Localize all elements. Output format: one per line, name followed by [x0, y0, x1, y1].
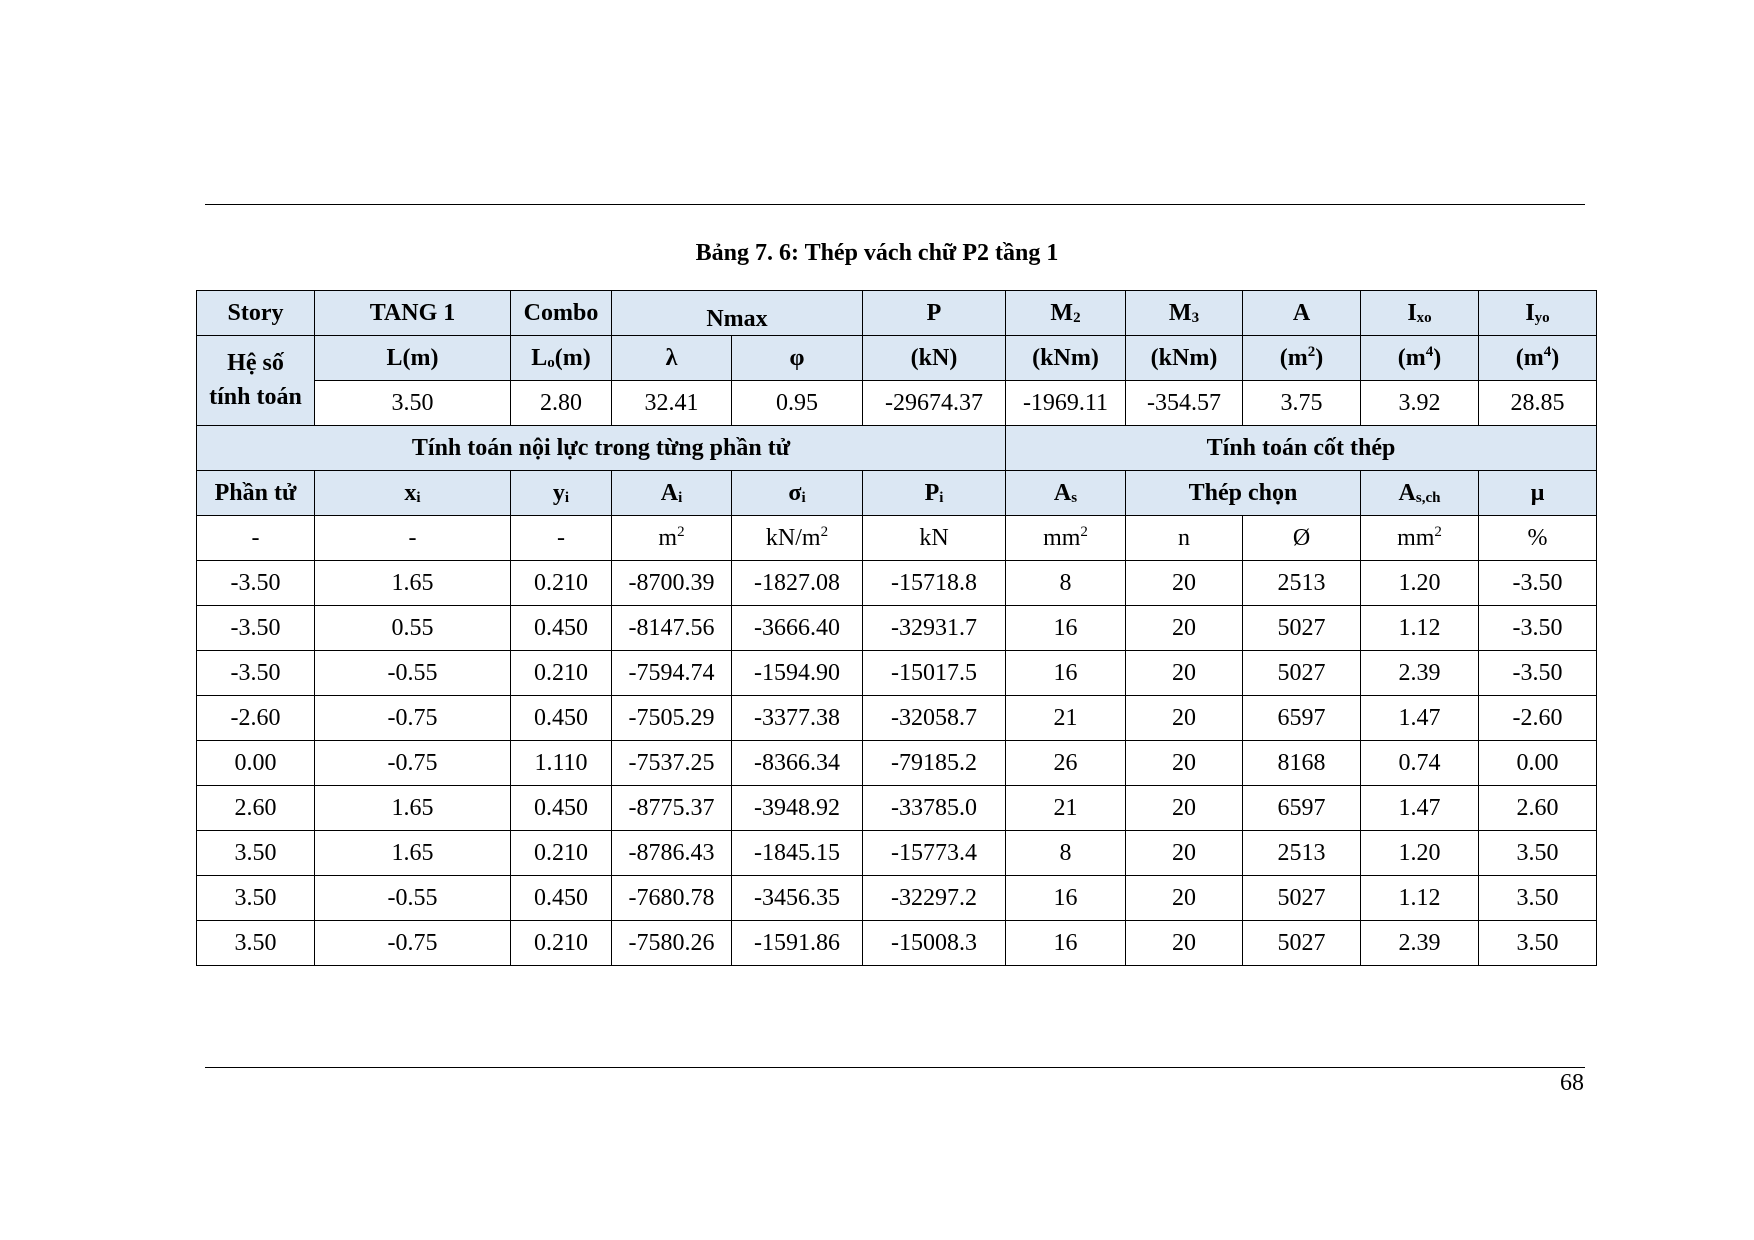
footer-rule [205, 1067, 1585, 1068]
phan-tu-unit: - [197, 516, 315, 561]
table-cell: 1.12 [1361, 876, 1479, 921]
ixo-sub: xo [1416, 309, 1432, 326]
phan-tu-header: Phần tử [197, 471, 315, 516]
table-cell: 20 [1126, 696, 1243, 741]
table-cell: -1594.90 [732, 651, 863, 696]
table-cell: 3.50 [197, 831, 315, 876]
as-unit [1006, 516, 1126, 561]
ai-sub: i [678, 489, 683, 506]
reinforcement-table [196, 290, 1597, 966]
table-cell: -0.75 [315, 921, 511, 966]
param-lambda: 32.41 [612, 381, 732, 426]
lambda-header: λ [612, 336, 732, 381]
table-cell: -0.75 [315, 741, 511, 786]
table-cell: -8366.34 [732, 741, 863, 786]
lo-sub: o [547, 354, 555, 371]
table-cell: -79185.2 [863, 741, 1006, 786]
as-unit-base: mm [1043, 525, 1081, 552]
column-header-row [197, 471, 1597, 516]
table-cell: -15017.5 [863, 651, 1006, 696]
table-cell: 26 [1006, 741, 1126, 786]
table-cell: 20 [1126, 831, 1243, 876]
iyo-sub: yo [1534, 309, 1550, 326]
table-cell: 3.50 [1479, 876, 1597, 921]
param-m3: -354.57 [1126, 381, 1243, 426]
table-cell: 0.210 [511, 831, 612, 876]
table-cell: 5027 [1243, 606, 1361, 651]
table-cell: 2.60 [197, 786, 315, 831]
table-cell: 3.50 [197, 921, 315, 966]
table-cell: -1827.08 [732, 561, 863, 606]
table-cell: 20 [1126, 786, 1243, 831]
table-cell: 20 [1126, 561, 1243, 606]
m3-base: M [1168, 299, 1192, 326]
table-row [197, 741, 1597, 786]
table-cell: 0.210 [511, 561, 612, 606]
table-cell: 16 [1006, 651, 1126, 696]
m3-sub: 3 [1191, 309, 1200, 326]
pi-unit: kN [863, 516, 1006, 561]
dia-unit: Ø [1243, 516, 1361, 561]
table-cell: 0.00 [1479, 741, 1597, 786]
asch-base: A [1398, 479, 1416, 506]
reinforcement-section-header: Tính toán cốt thép [1006, 426, 1597, 471]
a-unit-sup: 2 [1307, 344, 1316, 361]
n-unit: n [1126, 516, 1243, 561]
table-cell: 1.20 [1361, 831, 1479, 876]
table-row [197, 921, 1597, 966]
table-cell: -0.55 [315, 651, 511, 696]
yi-header [511, 471, 612, 516]
params-row [197, 381, 1597, 426]
ixo-header [1361, 291, 1479, 336]
m2-header [1006, 291, 1126, 336]
table-cell: -3.50 [197, 651, 315, 696]
table-cell: 20 [1126, 651, 1243, 696]
iyo-header [1479, 291, 1597, 336]
table-cell: 1.65 [315, 831, 511, 876]
table-row [197, 876, 1597, 921]
table-cell: 2.60 [1479, 786, 1597, 831]
table-cell: 2513 [1243, 831, 1361, 876]
as-sub: s [1071, 489, 1078, 506]
pi-base: P [924, 479, 940, 506]
mu-header: μ [1479, 471, 1597, 516]
table-cell: -7580.26 [612, 921, 732, 966]
table-row [197, 831, 1597, 876]
header-row-2 [197, 336, 1597, 381]
ixo-unit [1361, 336, 1479, 381]
table-cell: -7594.74 [612, 651, 732, 696]
internal-forces-section-header: Tính toán nội lực trong từng phần tử [197, 426, 1006, 471]
l-header: L(m) [315, 336, 511, 381]
ixo-unit-tail: ) [1433, 345, 1442, 372]
iyo-unit [1479, 336, 1597, 381]
header-row-1 [197, 291, 1597, 336]
xi-sub: i [416, 489, 421, 506]
page-number: 68 [1560, 1070, 1584, 1096]
table-cell: -32931.7 [863, 606, 1006, 651]
sigma-sub: i [801, 489, 806, 506]
table-cell: 1.47 [1361, 696, 1479, 741]
as-unit-sup: 2 [1080, 524, 1088, 541]
table-cell: -8786.43 [612, 831, 732, 876]
table-cell: 16 [1006, 921, 1126, 966]
lo-base: L [531, 344, 548, 371]
table-cell: 2.39 [1361, 651, 1479, 696]
param-p: -29674.37 [863, 381, 1006, 426]
a-header: A [1243, 291, 1361, 336]
table-row [197, 696, 1597, 741]
asch-unit-sup: 2 [1434, 524, 1442, 541]
table-row [197, 786, 1597, 831]
units-row [197, 516, 1597, 561]
iyo-unit-sup: 4 [1543, 344, 1552, 361]
phi-header: φ [732, 336, 863, 381]
table-cell: -2.60 [1479, 696, 1597, 741]
table-cell: 6597 [1243, 696, 1361, 741]
table-cell: -7537.25 [612, 741, 732, 786]
param-a: 3.75 [1243, 381, 1361, 426]
table-cell: 20 [1126, 606, 1243, 651]
table-cell: -32297.2 [863, 876, 1006, 921]
story-header: Story [197, 291, 315, 336]
table-cell: -1591.86 [732, 921, 863, 966]
table-cell: -8775.37 [612, 786, 732, 831]
table-cell: 20 [1126, 921, 1243, 966]
table-cell: -8700.39 [612, 561, 732, 606]
table-cell: 5027 [1243, 651, 1361, 696]
pi-header [863, 471, 1006, 516]
nmax-header [612, 291, 863, 336]
table-cell: 1.12 [1361, 606, 1479, 651]
a-unit-base: (m [1279, 345, 1308, 372]
xi-header [315, 471, 511, 516]
combo-header: Combo [511, 291, 612, 336]
table-cell: -3.50 [1479, 561, 1597, 606]
table-cell: 1.65 [315, 561, 511, 606]
table-cell: 20 [1126, 741, 1243, 786]
mu-unit: % [1479, 516, 1597, 561]
iyo-unit-base: (m [1515, 345, 1544, 372]
table-cell: 8 [1006, 561, 1126, 606]
table-cell: -7680.78 [612, 876, 732, 921]
ai-unit-base: m [658, 525, 678, 552]
table-cell: 2.39 [1361, 921, 1479, 966]
sigma-header [732, 471, 863, 516]
table-cell: 0.00 [197, 741, 315, 786]
ixo-base: I [1407, 299, 1417, 326]
p-unit: (kN) [863, 336, 1006, 381]
ai-unit-sup: 2 [677, 524, 685, 541]
m2-sub: 2 [1073, 309, 1081, 326]
table-cell: 0.450 [511, 606, 612, 651]
table-cell: -3.50 [1479, 651, 1597, 696]
section-row [197, 426, 1597, 471]
m3-unit: (kNm) [1126, 336, 1243, 381]
table-row [197, 561, 1597, 606]
table-cell: 16 [1006, 876, 1126, 921]
as-base: A [1053, 479, 1072, 506]
table-cell: 3.50 [197, 876, 315, 921]
table-cell: -3.50 [197, 561, 315, 606]
sigma-unit [732, 516, 863, 561]
thep-chon-header: Thép chọn [1126, 471, 1361, 516]
sigma-unit-sup: 2 [820, 524, 829, 541]
a-unit [1243, 336, 1361, 381]
lo-tail: (m) [554, 344, 591, 371]
ai-base: A [660, 479, 679, 506]
table-cell: 6597 [1243, 786, 1361, 831]
table-cell: 16 [1006, 606, 1126, 651]
table-cell: -32058.7 [863, 696, 1006, 741]
tang-header: TANG 1 [315, 291, 511, 336]
m3-header [1126, 291, 1243, 336]
xi-unit: - [315, 516, 511, 561]
table-caption: Bảng 7. 6: Thép vách chữ P2 tầng 1 [695, 240, 1059, 266]
table-cell: -3666.40 [732, 606, 863, 651]
table-cell: 3.50 [1479, 921, 1597, 966]
table-cell: 3.50 [1479, 831, 1597, 876]
header-rule [205, 204, 1585, 205]
table-cell: -15773.4 [863, 831, 1006, 876]
table-cell: 1.47 [1361, 786, 1479, 831]
ixo-unit-sup: 4 [1425, 344, 1434, 361]
table-cell: -15718.8 [863, 561, 1006, 606]
param-l: 3.50 [315, 381, 511, 426]
ai-header [612, 471, 732, 516]
a-unit-tail: ) [1315, 345, 1324, 372]
table-cell: -3.50 [197, 606, 315, 651]
table-row [197, 651, 1597, 696]
ai-unit [612, 516, 732, 561]
table-cell: 0.210 [511, 921, 612, 966]
iyo-unit-tail: ) [1551, 345, 1560, 372]
table-cell: -3.50 [1479, 606, 1597, 651]
table-cell: 1.65 [315, 786, 511, 831]
param-iyo: 28.85 [1479, 381, 1597, 426]
table-cell: -7505.29 [612, 696, 732, 741]
asch-sub: s,ch [1415, 489, 1441, 506]
table-cell: -8147.56 [612, 606, 732, 651]
table-cell: -1845.15 [732, 831, 863, 876]
nmax-label: Nmax [706, 305, 768, 332]
param-m2: -1969.11 [1006, 381, 1126, 426]
table-cell: -3377.38 [732, 696, 863, 741]
table-cell: -0.55 [315, 876, 511, 921]
param-ixo: 3.92 [1361, 381, 1479, 426]
table-cell: 0.450 [511, 786, 612, 831]
table-cell: 1.20 [1361, 561, 1479, 606]
table-cell: -15008.3 [863, 921, 1006, 966]
ixo-unit-base: (m [1397, 345, 1426, 372]
yi-sub: i [564, 489, 570, 506]
he-so-tinh-toan-header: Hệ số tính toán [197, 336, 315, 426]
table-cell: -3948.92 [732, 786, 863, 831]
param-lo: 2.80 [511, 381, 612, 426]
asch-header [1361, 471, 1479, 516]
table-cell: 1.110 [511, 741, 612, 786]
table-cell: -33785.0 [863, 786, 1006, 831]
table-cell: 20 [1126, 876, 1243, 921]
yi-unit: - [511, 516, 612, 561]
iyo-base: I [1525, 299, 1535, 326]
p-header: P [863, 291, 1006, 336]
param-phi: 0.95 [732, 381, 863, 426]
table-cell: 0.55 [315, 606, 511, 651]
sigma-unit-base: kN/m [765, 525, 821, 552]
m2-unit: (kNm) [1006, 336, 1126, 381]
yi-base: y [552, 479, 565, 506]
asch-unit [1361, 516, 1479, 561]
asch-unit-base: mm [1397, 525, 1435, 552]
table-cell: 0.74 [1361, 741, 1479, 786]
table-cell: 8 [1006, 831, 1126, 876]
table-cell: 5027 [1243, 876, 1361, 921]
table-cell: -0.75 [315, 696, 511, 741]
m2-base: M [1050, 299, 1074, 326]
table-cell: 0.450 [511, 876, 612, 921]
table-cell: 21 [1006, 696, 1126, 741]
table-cell: 2513 [1243, 561, 1361, 606]
as-header [1006, 471, 1126, 516]
table-cell: 21 [1006, 786, 1126, 831]
pi-sub: i [939, 489, 944, 506]
table-cell: 8168 [1243, 741, 1361, 786]
table-cell: 5027 [1243, 921, 1361, 966]
xi-base: x [404, 479, 417, 506]
table-cell: 0.450 [511, 696, 612, 741]
table-cell: -3456.35 [732, 876, 863, 921]
table-cell: 0.210 [511, 651, 612, 696]
table-cell: -2.60 [197, 696, 315, 741]
lo-header [511, 336, 612, 381]
table-row [197, 606, 1597, 651]
sigma-base: σ [788, 479, 802, 506]
